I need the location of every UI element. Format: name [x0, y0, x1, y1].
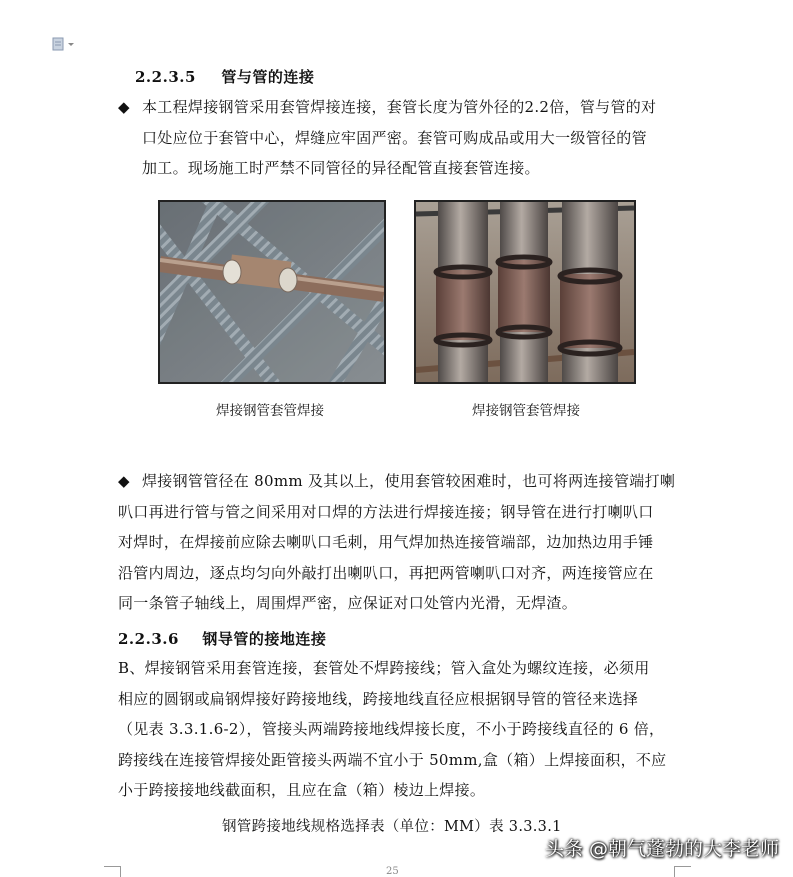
bullet-diamond-icon: ◆ — [118, 472, 130, 490]
paragraph-line: 沿管内周边，逐点均匀向外敲打出喇叭口，再把两管喇叭口对齐，两连接管应在 — [118, 563, 654, 582]
paragraph-line: 小于跨接接地线截面积，且应在盒（箱）棱边上焊接。 — [118, 781, 486, 799]
figure-caption: 焊接钢管套管焊接 — [472, 403, 580, 419]
section-title: 钢导管的接地连接 — [202, 630, 327, 648]
document-icon[interactable] — [52, 36, 76, 50]
section-number: 2.2.3.6 — [118, 630, 179, 648]
sleeve-weld-photo-1 — [158, 200, 386, 384]
table-caption: 钢管跨接地线规格选择表（单位：MM）表 3.3.3.1 — [222, 819, 562, 835]
section-heading-2-2-3-6 — [118, 628, 326, 649]
paragraph-line: 相应的圆钢或扁钢焊接好跨接地线，跨接地线直径应根据钢导管的管径来选择 — [118, 689, 639, 708]
paragraph-line: 加工。现场施工时严禁不同管径的异径配管直接套管连接。 — [142, 159, 540, 177]
figure-caption: 焊接钢管套管焊接 — [216, 403, 324, 419]
page-corner-mark — [674, 866, 691, 877]
paragraph-line: 口处应位于套管中心，焊缝应牢固严密。套管可购成品或用大一级管径的管 — [142, 128, 647, 147]
page-number: 25 — [386, 866, 399, 877]
paragraph-line: （见表 3.3.1.6-2），管接头两端跨接地线焊接长度，不小于跨接线直径的 6 倍， — [118, 720, 665, 738]
paragraph-line: 本工程焊接钢管采用套管焊接连接，套管长度为管外径的2.2倍，管与管的对 — [142, 98, 657, 116]
sleeve-weld-photo-2 — [414, 200, 636, 384]
paragraph-line: 跨接线在连接管焊接处距管接头两端不宜小于 50mm,盒（箱）上焊接面积，不应 — [118, 750, 667, 769]
bullet-diamond-icon: ◆ — [118, 98, 130, 116]
section-title: 管与管的连接 — [221, 68, 315, 86]
watermark: 头条 @朝气蓬勃的大李老师 — [544, 838, 779, 860]
paragraph-line: B、焊接钢管采用套管连接，套管处不焊跨接线；管入盒处为螺纹连接，必须用 — [118, 659, 650, 677]
page-corner-mark — [104, 866, 121, 877]
paragraph-sleeve-welding — [118, 92, 656, 184]
paragraph-line: 焊接钢管管径在 80mm 及其以上，使用套管较困难时，也可将两连接管端打喇 — [142, 472, 676, 490]
section-number: 2.2.3.5 — [135, 68, 196, 86]
paragraph-line: 叭口再进行管与管之间采用对口焊的方法进行焊接连接；钢导管在进行打喇叭口 — [118, 502, 654, 521]
paragraph-line: 同一条管子轴线上，周围焊严密，应保证对口处管内光滑，无焊渣。 — [118, 594, 578, 612]
paragraph-flared-butt-weld — [118, 466, 675, 619]
paragraph-grounding — [118, 653, 666, 806]
paragraph-line: 对焊时，在焊接前应除去喇叭口毛刺，用气焊加热连接管端部，边加热边用手锤 — [118, 533, 654, 551]
section-heading-2-2-3-5 — [135, 66, 314, 87]
